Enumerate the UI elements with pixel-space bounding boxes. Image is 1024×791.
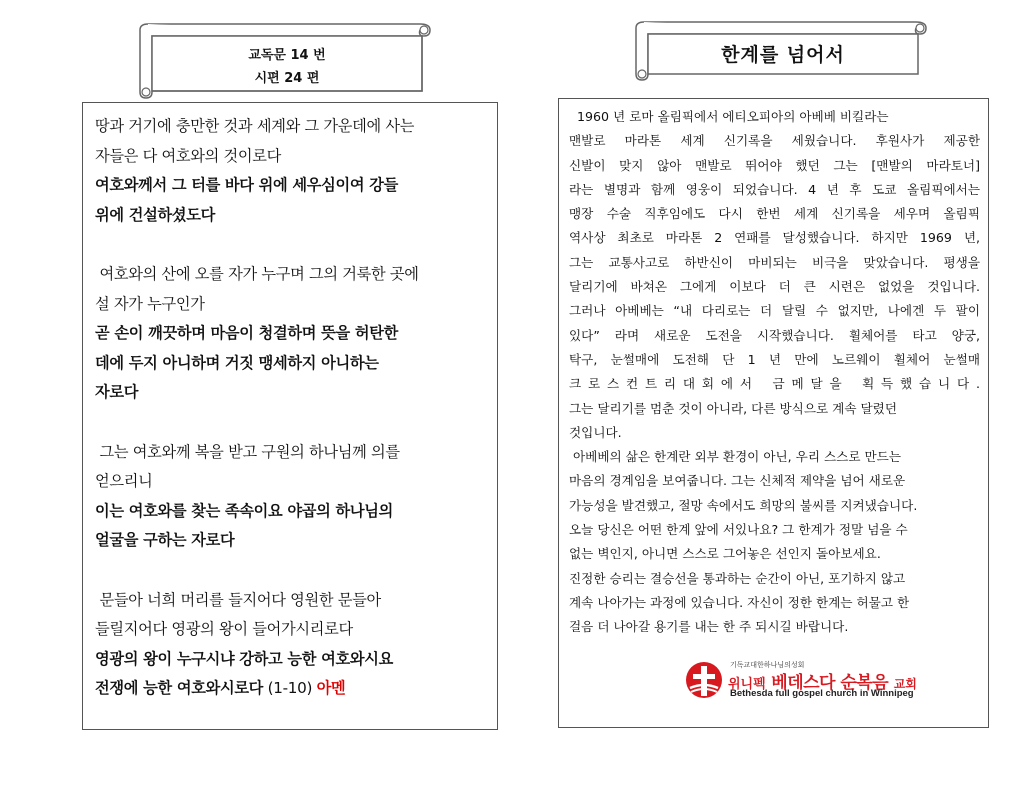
psalm-line: 설 자가 누구인가	[95, 294, 205, 313]
psalm-final-line	[95, 674, 487, 704]
essay-line: 맹장 수술 직후임에도 다시 한번 세계 신기록을 세우며 올림픽	[569, 206, 980, 222]
left-scroll-header	[138, 16, 434, 100]
psalm-response-line: 얼굴을 구하는 자로다	[95, 531, 235, 550]
essay-line: 가능성을 발견했고, 절망 속에서도 희망의 불씨를 지켜냈습니다.	[569, 497, 918, 513]
essay-line: 그러나 아베베는 “내 다리로는 더 달릴 수 없지만, 나에겐 두 팔이	[569, 303, 980, 319]
church-name-main: 베데스다 순복음	[771, 673, 889, 693]
essay-line: 마음의 경계임을 보여줍니다. 그는 신체적 제약을 넘어 새로운	[569, 473, 906, 489]
psalm-line: 여호와의 산에 오를 자가 누구며 그의 거룩한 곳에	[95, 264, 419, 283]
psalm-response-line: 데에 두지 아니하며 거짓 맹세하지 아니하는	[95, 353, 379, 372]
essay-line: 없는 벽인지, 아니면 스스로 그어놓은 선인지 돌아보세요.	[569, 546, 881, 562]
essay-line: 라는 별명과 함께 영웅이 되었습니다. 4 년 후 도쿄 올림픽에서는	[569, 181, 980, 197]
psalm-line: 자들은 다 여호와의 것이로다	[95, 146, 282, 165]
essay-line: 있다” 라며 새로운 도전을 시작했습니다. 휠체어를 타고 양궁,	[569, 327, 980, 343]
psalm-verse-reference: (1-10)	[267, 679, 313, 698]
essay-line: 그는 교통사고로 하반신이 마비되는 비극을 맞았습니다. 평생을	[569, 254, 980, 270]
essay-line: 탁구, 눈썰매에 도전해 단 1 년 만에 노르웨이 휠체어 눈썰매	[569, 351, 980, 367]
psalm-line: 문들아 너희 머리를 들지어다 영원한 문들아	[95, 590, 381, 609]
psalm-reading-panel	[82, 102, 498, 730]
psalm-line: 들릴지어다 영광의 왕이 들어가시리로다	[95, 620, 353, 639]
essay-line: 달리기에 바쳐온 그에게 이보다 더 큰 시련은 없었을 것입니다.	[569, 279, 980, 295]
essay-line: 계속 나아가는 과정에 있습니다. 자신이 정한 한계는 허물고 한	[569, 594, 910, 610]
essay-line: 것입니다.	[569, 424, 622, 440]
essay-line: 오늘 당신은 어떤 한계 앞에 서있나요? 그 한계가 정말 넘을 수	[569, 522, 908, 538]
psalm-chapter: 시편 24 편	[254, 71, 320, 86]
essay-line: 아베베의 삶은 한계란 외부 환경이 아닌, 우리 스스로 만드는	[569, 449, 902, 465]
psalm-line: 얻으리니	[95, 472, 153, 491]
right-scroll-header	[634, 14, 930, 82]
psalm-response-line: 영광의 왕이 누구시냐 강하고 능한 여호와시요	[95, 649, 393, 668]
essay-line: 진정한 승리는 결승선을 통과하는 순간이 아닌, 포기하지 않고	[569, 570, 906, 586]
psalm-response-line: 자로다	[95, 383, 139, 402]
sermon-title: 한계를 넘어서	[721, 44, 845, 66]
psalm-response-line: 여호와께서 그 터를 바다 위에 세우심이여 강들	[95, 176, 398, 195]
essay-line: 걸음 더 나아갈 용기를 내는 한 주 되시길 바랍니다.	[569, 619, 849, 635]
essay-line: 크 로 스 컨 트 리 대 회 에 서 금 메 달 을 획 득 했 습 니 다 .	[569, 376, 980, 392]
psalm-response-line: 이는 여호와를 찾는 족속이요 야곱의 하나님의	[95, 501, 393, 520]
essay-line: 1960 년 로마 올림픽에서 에티오피아의 아베베 비킬라는	[569, 109, 889, 124]
church-name-prefix: 위니펙	[728, 677, 766, 692]
essay-panel	[558, 98, 989, 728]
essay-line: 신발이 맞지 않아 맨발로 뛰어야 했던 그는 [맨발의 마라토너]	[569, 157, 980, 173]
church-english-name: Bethesda full gospel church in Winnipeg	[730, 688, 914, 699]
church-emblem-icon	[684, 658, 728, 702]
essay-line: 맨발로 마라톤 세계 신기록을 세웠습니다. 후원사가 제공한	[569, 133, 980, 149]
church-name-suffix: 교회	[893, 677, 917, 691]
psalm-response-line: 위에 건설하셨도다	[95, 205, 215, 224]
psalm-response-line: 곧 손이 깨끗하며 마음이 청결하며 뜻을 허탄한	[95, 324, 398, 343]
psalm-response-line: 전쟁에 능한 여호와시로다	[95, 679, 264, 698]
essay-line: 그는 달리기를 멈춘 것이 아니라, 다른 방식으로 계속 달렸던	[569, 400, 898, 416]
psalm-line: 땅과 거기에 충만한 것과 세계와 그 가운데에 사는	[95, 117, 415, 135]
denomination-label: 기독교대한하나님의성회	[730, 661, 805, 669]
psalm-line: 그는 여호와께 복을 받고 구원의 하나님께 의를	[95, 442, 400, 461]
essay-line: 역사상 최초로 마라톤 2 연패를 달성했습니다. 하지만 1969 년,	[569, 230, 980, 246]
responsive-reading-number: 교독문 14 번	[248, 48, 326, 63]
church-logo	[684, 658, 954, 702]
amen-label: 아멘	[316, 679, 346, 698]
